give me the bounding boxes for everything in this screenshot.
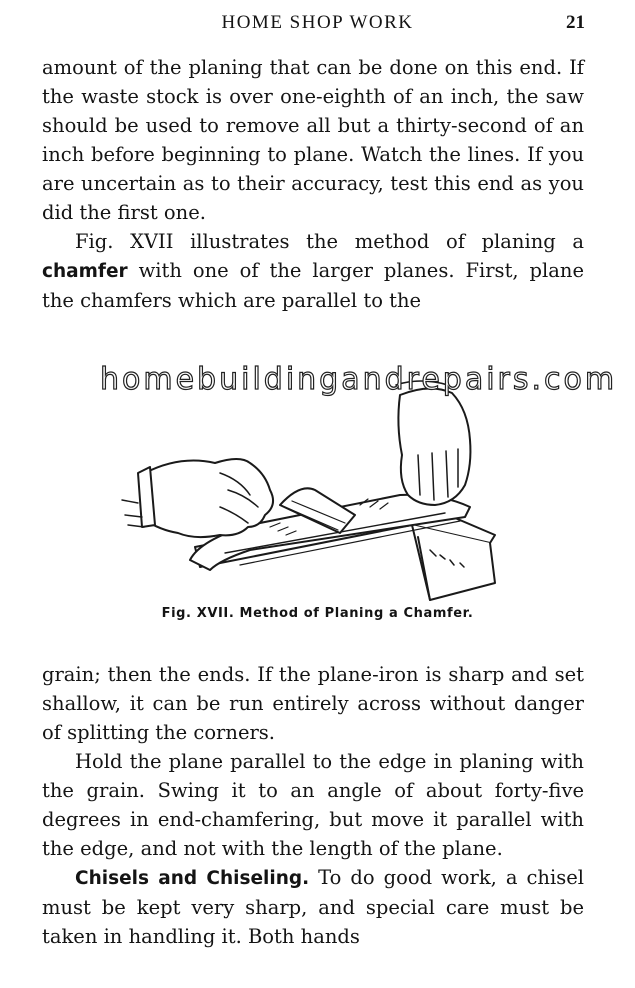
- paragraph-text: To do good work, a chisel must be kept very sharp, and special care must be taken in handling it. Both hands: [42, 866, 584, 948]
- text-block-bottom: [42, 660, 584, 951]
- left-hand: [145, 459, 273, 537]
- right-hand: [398, 388, 470, 505]
- paragraph: grain; then the ends. If the plane-iron is sharp and set shallow, it can be run entirely across without danger of splitting the corners.: [42, 663, 584, 744]
- term-chamfer: chamfer: [42, 261, 128, 282]
- page-header: [0, 10, 635, 36]
- paragraph: Hold the plane parallel to the edge in planing with the grain. Swing it to an angle of about forty-five degrees in end-chamfering, but move it parallel with the edge, and not with the length of the plane.: [42, 750, 584, 860]
- figure-caption: Fig. XVII. Method of Planing a Chamfer.: [161, 606, 474, 621]
- paragraph-text: Fig. XVII illustrates the method of planing a: [75, 230, 584, 253]
- section-heading-chisels: Chisels and Chiseling.: [75, 868, 310, 889]
- paragraph: amount of the planing that can be done on this end. If the waste stock is over one-eighth of an inch, the saw should be used to remove all but a thirty-second of an inch before beginning to plane. Watch the lines. If you are uncertain as to their accuracy, test this end as you did the first one.: [42, 56, 584, 224]
- running-head: HOME SHOP WORK: [221, 12, 414, 33]
- paragraph: [42, 863, 584, 951]
- text-block-top: [42, 53, 584, 315]
- page-number: 21: [566, 12, 585, 33]
- watermark-text: homebuildingandrepairs.com: [100, 362, 618, 397]
- paragraph-text: with one of the larger planes. First, plane the chamfers which are parallel to the: [42, 259, 584, 312]
- paragraph: [42, 227, 584, 315]
